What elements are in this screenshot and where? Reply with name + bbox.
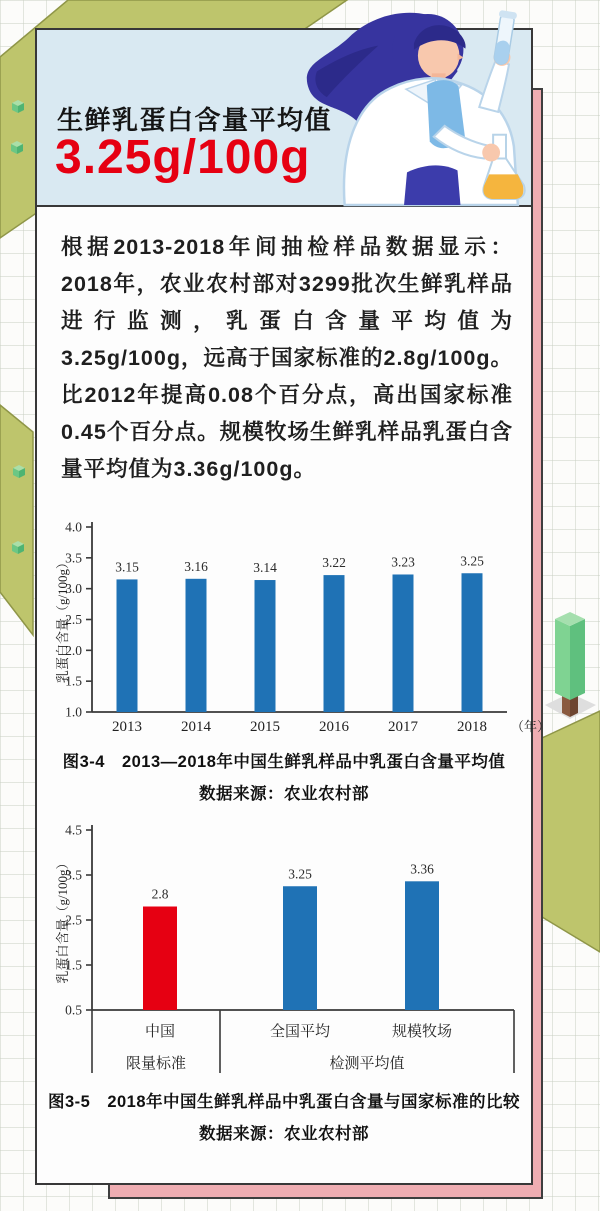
bar — [393, 574, 414, 712]
x-unit-label: （年） — [511, 719, 551, 734]
y-tick-label: 3.5 — [65, 550, 82, 566]
bar-value-label: 3.25 — [460, 553, 484, 569]
bar-value-label: 3.36 — [410, 861, 434, 877]
chart-protein-by-year — [55, 510, 551, 750]
main-card — [35, 28, 551, 1185]
bar-value-label: 3.15 — [115, 559, 139, 575]
isometric-tree-icon — [545, 612, 596, 719]
group-label: 限量标准 — [125, 1056, 187, 1072]
olive-parallelogram-left — [0, 405, 33, 635]
bar-value-label: 3.14 — [253, 560, 277, 576]
x-category-label: 2016 — [319, 719, 349, 735]
y-tick-label: 1.0 — [65, 704, 82, 720]
y-axis-title: 乳蛋白含量（g/100g） — [55, 856, 70, 984]
figure-3-5-caption: 图3-5 2018年中国生鲜乳样品中乳蛋白含量与国家标准的比较 — [47, 1093, 521, 1111]
body-paragraph: 根据2013-2018年间抽检样品数据显示：2018年，农业农村部对3299批次生鲜乳样品进行监测，乳蛋白含量平均值为3.25g/100g，远高于国家标准的2.8g/100g。比2012年提高0.08个百分点，高出国家标准0.45个百分点。规模牧场生鲜乳样品乳蛋白含量平均值为3.36g/100g。 — [61, 235, 513, 481]
y-tick-label: 2.5 — [65, 612, 82, 627]
x-category-label: 全国平均 — [269, 1024, 331, 1040]
y-tick-label: 1.5 — [65, 957, 82, 973]
bar-value-label: 3.23 — [391, 554, 415, 570]
x-category-label: 2013 — [112, 719, 142, 735]
y-tick-label: 0.5 — [65, 1002, 82, 1018]
y-tick-label: 3.0 — [65, 581, 82, 597]
group-label: 检测平均值 — [329, 1056, 405, 1072]
y-tick-label: 3.5 — [65, 867, 82, 883]
scientist-illustration — [286, 10, 529, 205]
header — [37, 30, 531, 207]
skirt — [404, 165, 460, 205]
protein-value-headline: 3.25g/100g — [55, 131, 311, 184]
bar-value-label: 3.25 — [288, 866, 312, 882]
bar — [255, 580, 276, 712]
x-category-label: 2017 — [388, 719, 418, 735]
bar-value-label: 2.8 — [151, 886, 169, 902]
bar-value-label: 3.16 — [184, 558, 208, 574]
figure-3-4-caption: 图3-4 2013—2018年中国生鲜乳样品中乳蛋白含量平均值 — [62, 753, 506, 771]
y-tick-label: 4.5 — [65, 822, 82, 838]
test-tube-icon — [491, 10, 517, 66]
bar — [324, 575, 345, 712]
y-tick-label: 1.5 — [65, 673, 82, 689]
x-category-label: 2018 — [457, 719, 487, 735]
y-tick-label: 2.0 — [65, 642, 82, 658]
bar — [405, 881, 439, 1010]
y-tick-label: 2.5 — [65, 912, 82, 928]
chart-protein-vs-standard — [57, 820, 542, 1088]
x-category-label: 规模牧场 — [391, 1024, 453, 1040]
y-tick-label: 4.0 — [65, 519, 82, 535]
bar — [117, 579, 138, 712]
figure-3-5-source: 数据来源：农业农村部 — [199, 1125, 369, 1143]
bar-value-label: 3.22 — [322, 555, 346, 571]
bar — [143, 907, 177, 1011]
olive-band-bottom-right — [542, 711, 600, 952]
x-category-label: 中国 — [144, 1024, 176, 1040]
x-category-label: 2014 — [181, 719, 211, 735]
figure-3-4-source: 数据来源：农业农村部 — [199, 785, 369, 803]
raised-arm — [479, 59, 509, 111]
y-axis-title: 乳蛋白含量（g/100g） — [55, 555, 70, 684]
bar — [186, 579, 207, 712]
bar — [283, 886, 317, 1010]
x-category-label: 2015 — [250, 719, 280, 735]
bar — [462, 573, 483, 712]
hand-lower — [482, 144, 500, 162]
page-title: 生鲜乳蛋白含量平均值 — [57, 105, 333, 135]
